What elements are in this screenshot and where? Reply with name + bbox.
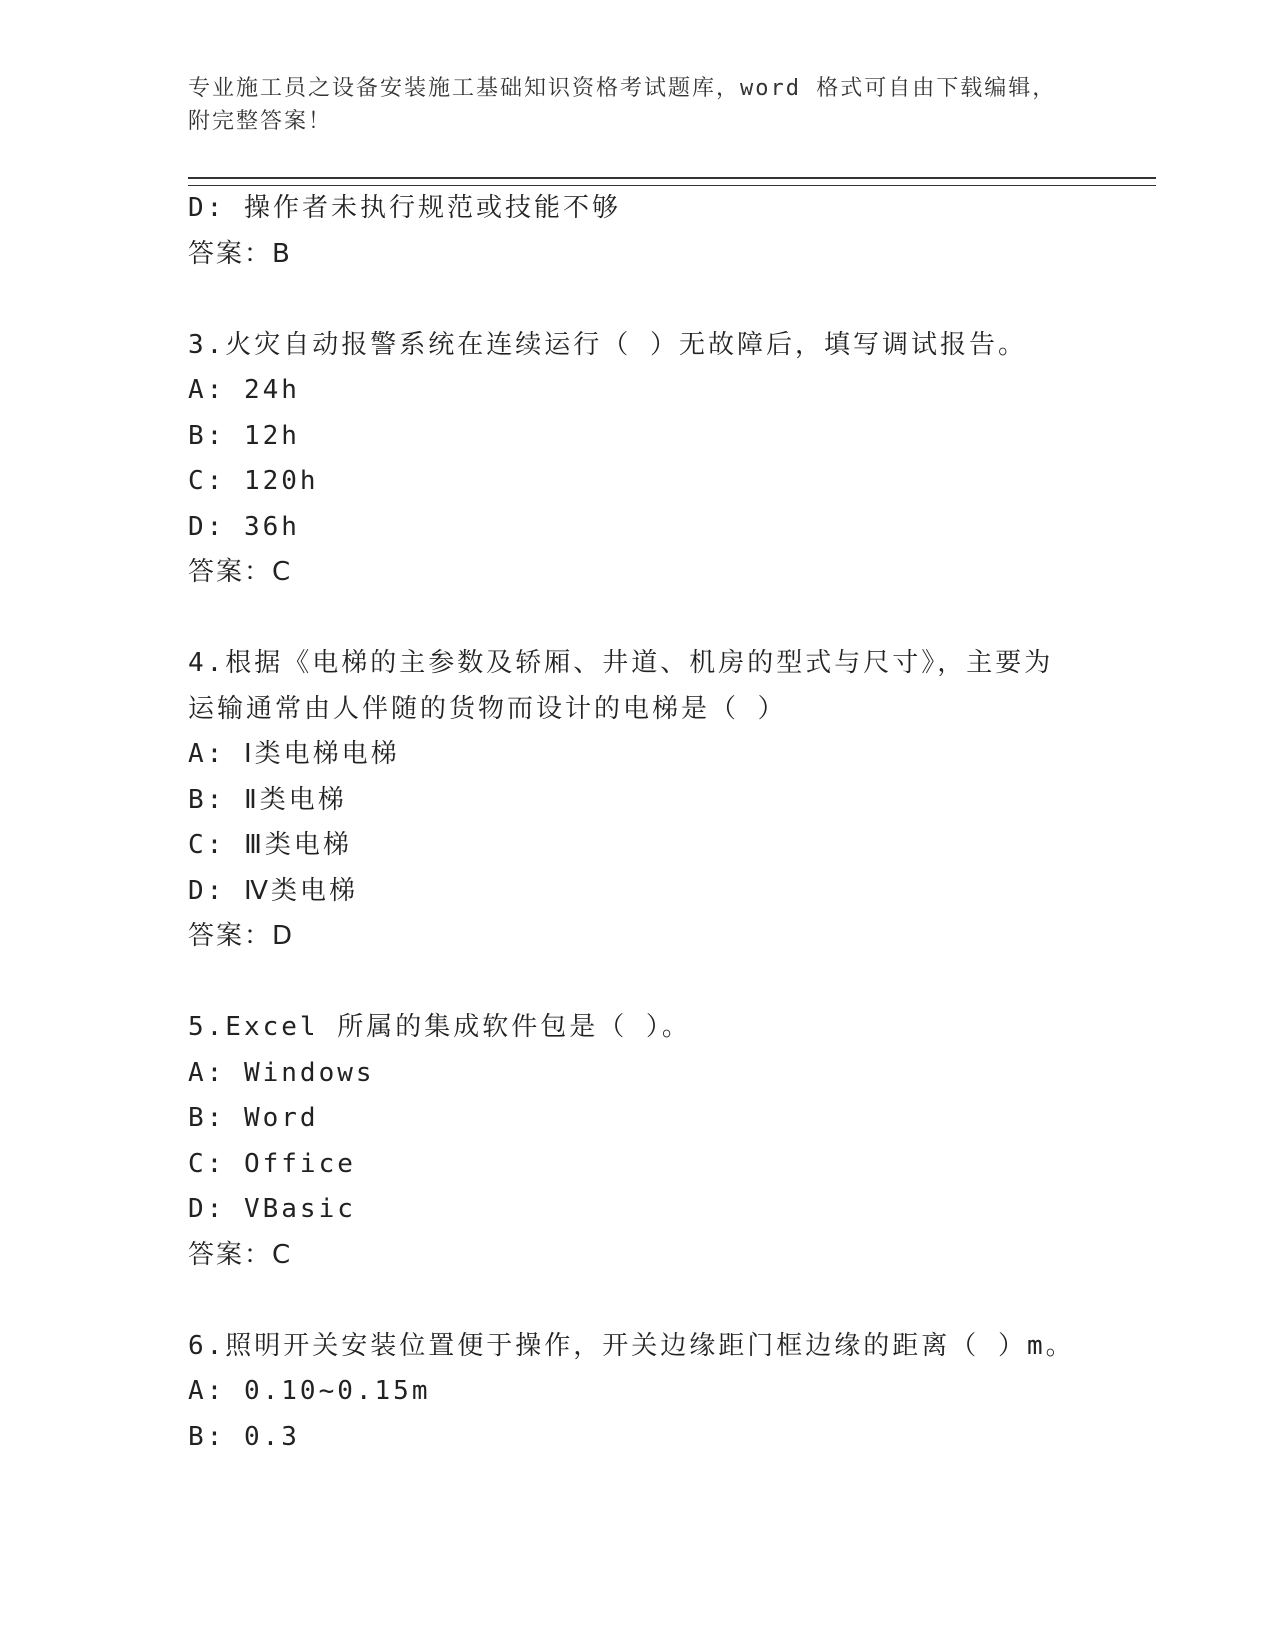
option-b: B: Ⅱ类电梯 [188, 784, 347, 815]
option-c: C: Office [188, 1148, 356, 1179]
question-3 [188, 323, 1148, 596]
spacer [188, 1278, 1148, 1324]
header-line-2: 附完整答案！ [188, 109, 333, 134]
option-d: D: VBasic [188, 1194, 356, 1224]
header-line-1: 专业施工员之设备安装施工基础知识资格考试题库，word 格式可自由下载编辑， [188, 76, 1057, 101]
option-c: C: Ⅲ类电梯 [188, 830, 352, 860]
option-d: D: 操作者未执行规范或技能不够 [188, 193, 621, 223]
question-5 [188, 1005, 1148, 1278]
answer: 答案：B [188, 238, 292, 269]
option-a: A: 24h [188, 375, 300, 405]
spacer [188, 960, 1148, 1006]
option-a: A: 0.10~0.15m [188, 1376, 431, 1406]
option-b: B: 0.3 [188, 1421, 300, 1452]
option-a: A: Ⅰ类电梯电梯 [188, 739, 400, 769]
option-d: D: 36h [188, 511, 300, 542]
page-header [188, 72, 1068, 138]
question-list [188, 186, 1148, 1460]
answer: 答案：D [188, 921, 295, 951]
question-text: 5.Excel 所属的集成软件包是（ ）。 [188, 1012, 691, 1042]
question-6 [188, 1324, 1148, 1461]
question-text: 3.火灾自动报警系统在连续运行（ ）无故障后，填写调试报告。 [188, 329, 1027, 360]
header-divider [188, 177, 1156, 186]
option-d: D: Ⅳ类电梯 [188, 875, 358, 906]
answer: 答案：C [188, 1239, 293, 1270]
option-b: B: Word [188, 1103, 319, 1133]
spacer [188, 596, 1148, 642]
option-a: A: Windows [188, 1057, 375, 1088]
answer: 答案：C [188, 557, 293, 587]
spacer [188, 277, 1148, 323]
option-c: C: 120h [188, 466, 319, 496]
question-text-line-2: 运输通常由人伴随的货物而设计的电梯是（ ） [188, 693, 787, 724]
question-2-tail [188, 186, 1148, 277]
option-b: B: 12h [188, 420, 300, 451]
question-text-line-1: 4.根据《电梯的主参数及轿厢、井道、机房的型式与尺寸》，主要为 [188, 648, 1054, 678]
question-4 [188, 641, 1148, 960]
question-text: 6.照明开关安装位置便于操作，开关边缘距门框边缘的距离（ ）m。 [188, 1330, 1075, 1361]
